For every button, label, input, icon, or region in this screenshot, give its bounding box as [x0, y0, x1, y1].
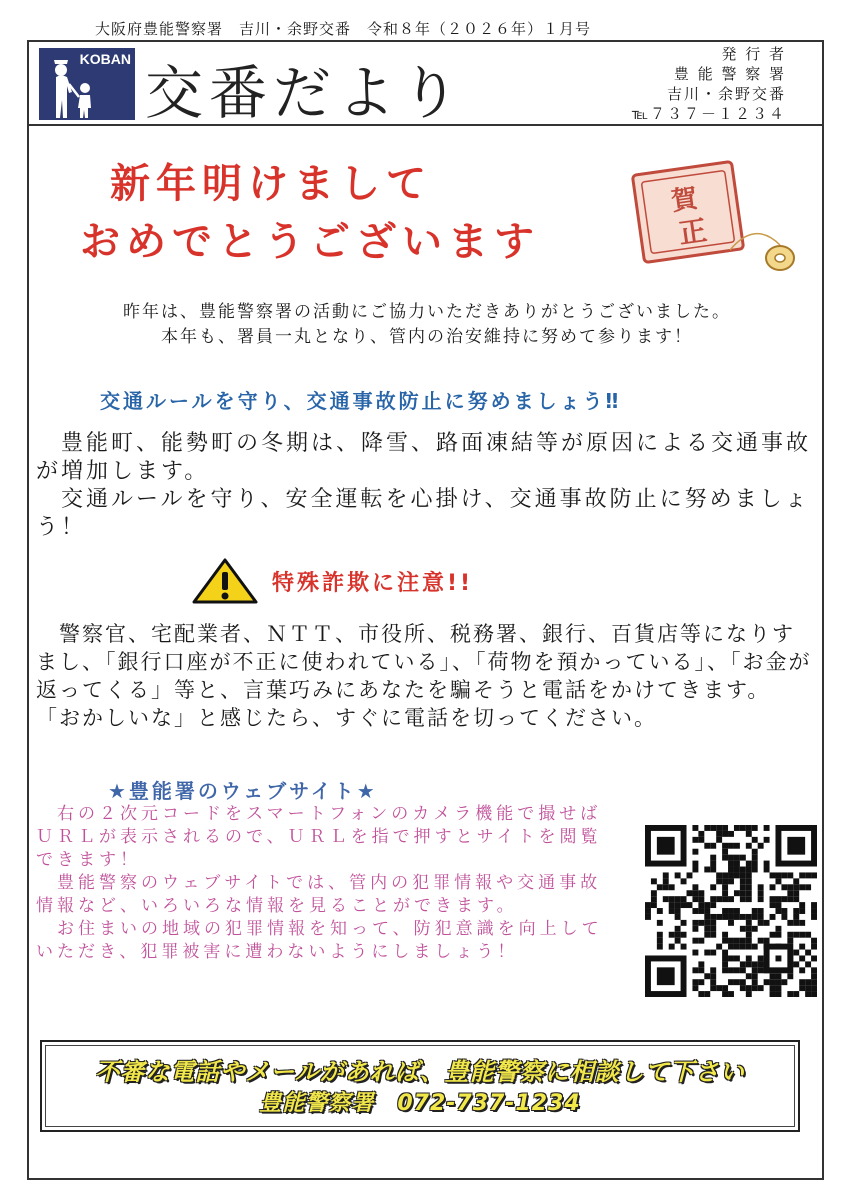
publisher-block [586, 44, 786, 124]
fraud-heading: 特殊詐欺に注意!! [272, 571, 474, 596]
website-paragraph-3: お住まいの地域の犯罪情報を知って、防犯意識を向上していただき、犯罪被害に遭わないようにしましょう！ [36, 919, 603, 962]
newsletter-title: 交番だより [145, 59, 466, 127]
masthead [27, 40, 824, 126]
new-year-line-1: 新年明けまして [110, 161, 432, 207]
traffic-section [36, 430, 816, 542]
greeting-message [30, 300, 824, 350]
contact-banner [40, 1040, 800, 1132]
website-paragraph-1: 右の２次元コードをスマートフォンのカメラ機能で撮せばＵＲＬが表示されるので、ＵＲＬを指で押すとサイトを閲覧できます！ [36, 804, 602, 870]
traffic-paragraph-1: 豊能町、能勢町の冬期は、降雪、路面凍結等が原因による交通事故が増加します。 [36, 431, 812, 484]
warning-icon [192, 558, 258, 604]
kite-char-1: 賀 [669, 183, 700, 218]
website-heading: ★豊能署のウェブサイト★ [108, 779, 378, 803]
fraud-paragraph: 警察官、宅配業者、ＮＴＴ、市役所、税務署、銀行、百貨店等になりすまし、「銀行口座が不正に使われている」、「荷物を預かっている」、「お金が返ってくる」等と、言葉巧みにあなたを騙そうと電話をかけてきます。 [36, 622, 812, 702]
banner-line-1: 不審な電話やメールがあれば、豊能警察に相談して下さい [95, 1058, 745, 1086]
koban-logo [39, 48, 135, 120]
banner-line-2: 豊能警察署 072-737-1234 [259, 1091, 581, 1116]
gasho-kite-illustration [630, 160, 800, 280]
fraud-heading-row [192, 556, 592, 606]
new-year-greeting [80, 155, 620, 271]
traffic-paragraph-2: 交通ルールを守り、安全運転を心掛け、交通事故防止に努めましょう！ [36, 487, 810, 540]
website-paragraph-2: 豊能警察のウェブサイトでは、管内の犯罪情報や交通事故情報など、いろいろな情報を見ることができます。 [36, 873, 602, 916]
new-year-line-2: おめでとうございます [80, 219, 540, 265]
website-section [36, 803, 616, 964]
publisher-station: 豊 能 警 察 署 [673, 65, 786, 83]
traffic-heading: 交通ルールを守り、交通事故防止に努めましょう‼ [100, 389, 622, 413]
qr-code[interactable] [645, 825, 817, 997]
fraud-section [36, 620, 816, 732]
logo-text: KOBAN [79, 51, 131, 67]
kite-char-2: 正 [676, 213, 710, 251]
publisher-koban: 吉川・余野交番 [666, 85, 786, 103]
police-officer-icon [39, 48, 135, 120]
issue-line: 大阪府豊能警察署 吉川・余野交番 令和８年（２０２６年）１月号 [95, 20, 592, 38]
publisher-label: 発 行 者 [721, 45, 786, 63]
fraud-paragraph-end: 「おかしいな」と感じたら、すぐに電話を切ってください。 [36, 706, 657, 730]
greeting-line-1: 昨年は、豊能警察署の活動にご協力いただきありがとうございました。 [123, 302, 731, 322]
greeting-line-2: 本年も、署員一丸となり、管内の治安維持に努めて参ります！ [161, 327, 693, 347]
publisher-phone: ℡７３７－１２３４ [631, 105, 786, 123]
